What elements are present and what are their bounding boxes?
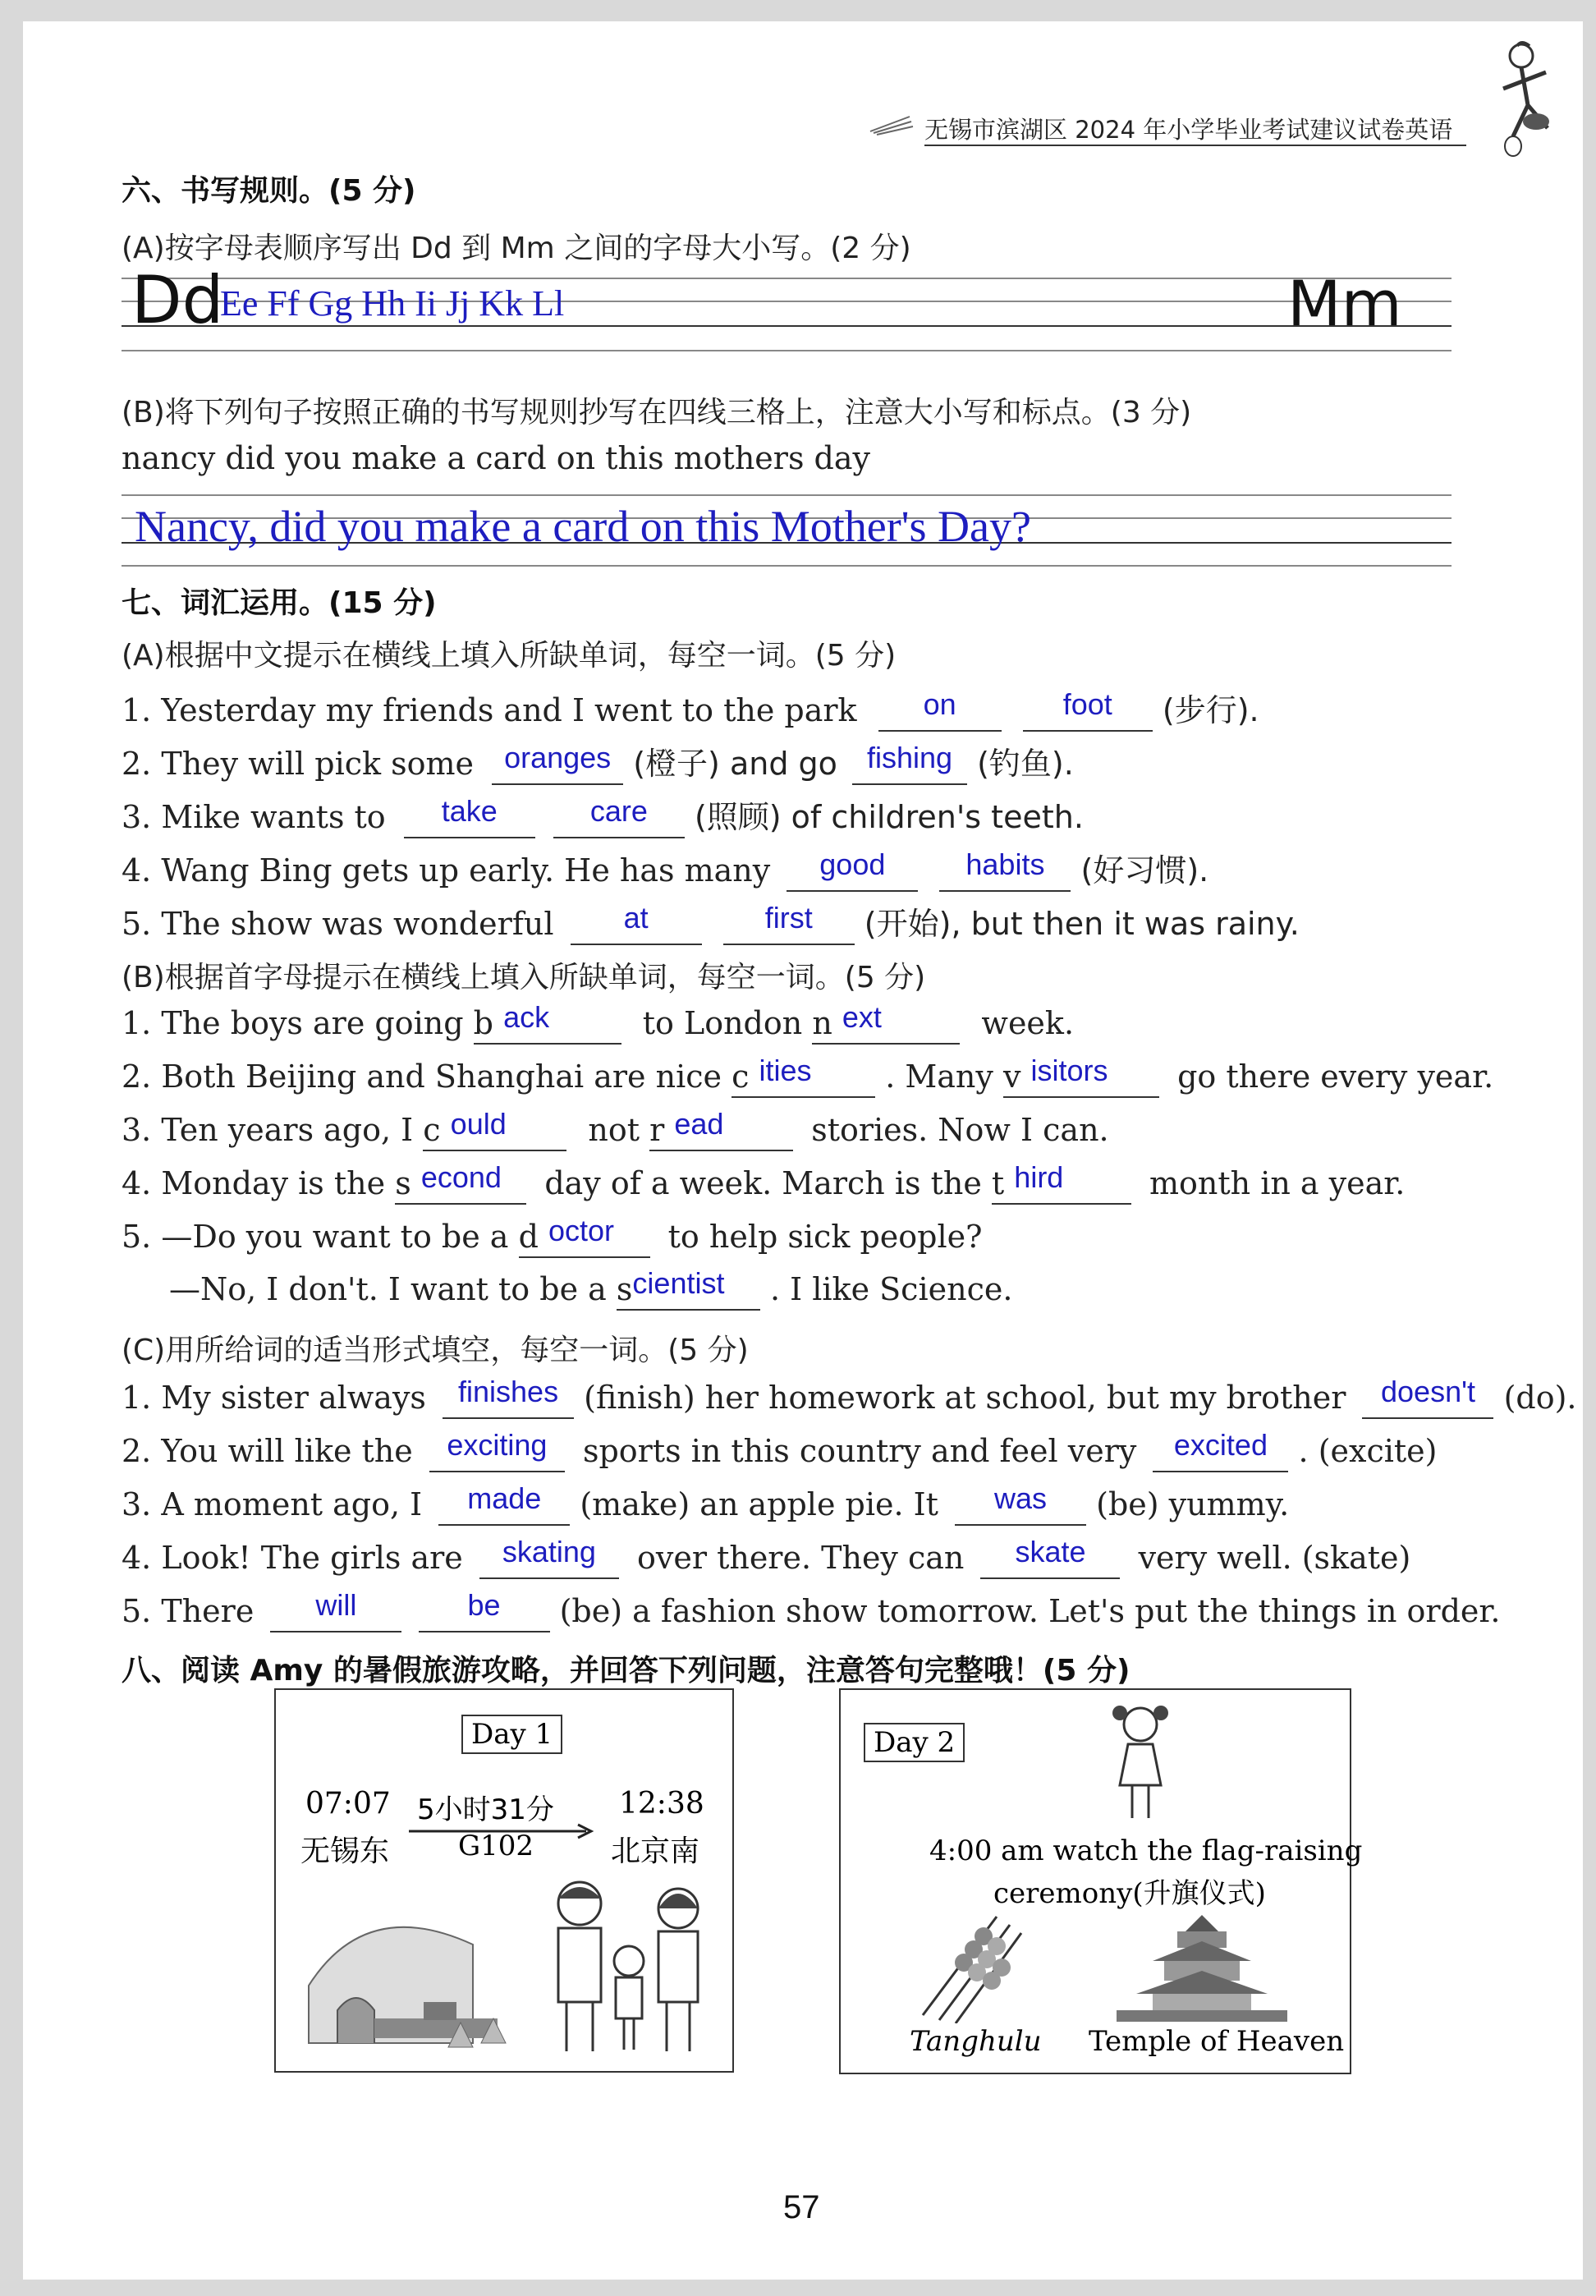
- vocabB-item-3: 3. Ten years ago, I c ould not r ead stories. Now I can.: [122, 1112, 1109, 1151]
- answer-blank: be: [419, 1593, 550, 1632]
- answer-blank: fishing: [852, 746, 967, 785]
- vocabA-item-3: 3. Mike wants to take care (照顾) of children's teeth.: [122, 792, 1084, 838]
- answer-blank: was: [955, 1486, 1086, 1526]
- section8-title: 八、阅读 Amy 的暑假旅游攻略，并回答下列问题，注意答句完整哦！(5 分): [122, 1654, 1130, 1688]
- worksheet-page: [23, 21, 1583, 2280]
- vocabA-item-2: 2. They will pick some oranges (橙子) and go fishing (钓鱼).: [122, 738, 1074, 785]
- section6-partB-sentence: nancy did you make a card on this mothers day: [122, 440, 870, 476]
- answer-blank: c ould: [423, 1112, 566, 1151]
- answer-blank: exciting: [429, 1433, 565, 1472]
- section7-title: 七、词汇运用。(15 分): [122, 586, 437, 620]
- section7-partA-instruction: (A)根据中文提示在横线上填入所缺单词，每空一词。(5 分): [122, 639, 897, 673]
- caption-temple: Temple of Heaven: [1089, 2025, 1345, 2058]
- depart-time: 07:07: [305, 1787, 391, 1821]
- train-illustration: [300, 1887, 530, 2051]
- section7-partB-instruction: (B)根据首字母提示在横线上填入所缺单词，每空一词。(5 分): [122, 961, 926, 994]
- start-letters: Dd: [131, 262, 224, 338]
- answer-blank: r ead: [649, 1112, 793, 1151]
- day2-panel: [839, 1688, 1363, 2074]
- tanghulu-illustration: [906, 1908, 1030, 2023]
- answer-blank: excited: [1153, 1433, 1288, 1472]
- section6-title: 六、书写规则。(5 分): [122, 174, 416, 208]
- vocabC-item-3: 3. A moment ago, I made (make) an apple pie. It was (be) yummy.: [122, 1486, 1289, 1526]
- vocabB-item-2: 2. Both Beijing and Shanghai are nice c ities . Many v isitors go there every year.: [122, 1058, 1493, 1098]
- depart-station: 无锡东: [300, 1835, 390, 1868]
- answer-blank: first: [723, 906, 855, 945]
- vocabA-item-5: 5. The show was wonderful at first (开始), but then it was rainy.: [122, 898, 1300, 945]
- vocabA-item-4: 4. Wang Bing gets up early. He has many good habits (好习惯).: [122, 845, 1208, 892]
- vocabB-item-1: 1. The boys are going b ack to London n ext week.: [122, 1005, 1074, 1045]
- vocabA-item-1: 1. Yesterday my friends and I went to the park on foot (步行).: [122, 685, 1259, 732]
- answer-blank: foot: [1023, 692, 1153, 732]
- vocabB-item-5: 5. —Do you want to be a d octor to help sick people?: [122, 1219, 982, 1258]
- answer-blank: c ities: [732, 1058, 875, 1098]
- answer-blank: on: [878, 692, 1002, 732]
- answer-blank: skate: [980, 1540, 1120, 1579]
- answer-blank: skating: [479, 1540, 619, 1579]
- answer-blank: scientist: [617, 1271, 760, 1311]
- header-title: 无锡市滨湖区 2024 年小学毕业考试建议试卷英语: [924, 116, 1453, 144]
- answer-blank: good: [787, 852, 918, 892]
- answer-blank: n ext: [812, 1005, 960, 1045]
- answer-blank: oranges: [492, 746, 623, 785]
- answer-blank: habits: [939, 852, 1071, 892]
- running-boy-icon: [1480, 31, 1571, 163]
- day2-activity-line1: 4:00 am watch the flag-raising: [929, 1835, 1363, 1867]
- pen-icon: [869, 112, 918, 136]
- vocabC-item-1: 1. My sister always finishes (finish) her homework at school, but my brother doesn't (do).: [122, 1380, 1577, 1419]
- answer-blank: care: [553, 799, 685, 838]
- answer-blank: doesn't: [1362, 1380, 1493, 1419]
- section7-partC-instruction: (C)用所给词的适当形式填空，每空一词。(5 分): [122, 1334, 749, 1367]
- day1-panel: [274, 1688, 734, 2073]
- trip-duration: 5小时31分: [417, 1793, 554, 1826]
- family-illustration: [539, 1871, 719, 2060]
- answer-blank: made: [438, 1486, 570, 1526]
- answer-blank: s econd: [395, 1165, 526, 1205]
- vocabC-item-4: 4. Look! The girls are skating over there. They can skate very well. (skate): [122, 1540, 1410, 1579]
- vocabC-item-5: 5. There will be (be) a fashion show tomorrow. Let's put the things in order.: [122, 1593, 1500, 1632]
- vocabC-item-2: 2. You will like the exciting sports in this country and feel very excited . (excite): [122, 1433, 1437, 1472]
- answer-blank: t hird: [992, 1165, 1131, 1205]
- answer-blank: d octor: [519, 1219, 650, 1258]
- page-number: 57: [783, 2189, 820, 2225]
- section6-partA-instruction: (A)按字母表顺序写出 Dd 到 Mm 之间的字母大小写。(2 分): [122, 232, 911, 265]
- section6-partB-instruction: (B)将下列句子按照正确的书写规则抄写在四线三格上，注意大小写和标点。(3 分): [122, 396, 1192, 429]
- vocabB-item-4: 4. Monday is the s econd day of a week. March is the t hird month in a year.: [122, 1165, 1405, 1205]
- arrive-time: 12:38: [619, 1787, 704, 1821]
- letters-answer: Ee Ff Gg Hh Ii Jj Kk Ll: [220, 283, 565, 324]
- answer-blank: will: [270, 1593, 401, 1632]
- answer-blank: at: [571, 906, 702, 945]
- header-rule: [924, 145, 1466, 146]
- sentence-answer: Nancy, did you make a card on this Mother's Day?: [135, 502, 1031, 551]
- vocabB-item-5-reply: —No, I don't. I want to be a scientist . I like Science.: [169, 1271, 1012, 1311]
- day2-tag: Day 2: [864, 1723, 965, 1762]
- girl-illustration: [1103, 1695, 1177, 1826]
- temple-illustration: [1112, 1912, 1292, 2027]
- day1-tag: Day 1: [461, 1715, 562, 1754]
- day2-activity-line2: ceremony(升旗仪式): [993, 1877, 1266, 1910]
- answer-blank: b ack: [474, 1005, 621, 1045]
- answer-blank: finishes: [443, 1380, 574, 1419]
- answer-blank: v isitors: [1003, 1058, 1159, 1098]
- answer-blank: take: [404, 799, 535, 838]
- caption-tanghulu: Tanghulu: [910, 2025, 1042, 2058]
- end-letters: Mm: [1287, 267, 1402, 340]
- train-number: G102: [458, 1830, 534, 1862]
- arrive-station: 北京南: [611, 1835, 700, 1868]
